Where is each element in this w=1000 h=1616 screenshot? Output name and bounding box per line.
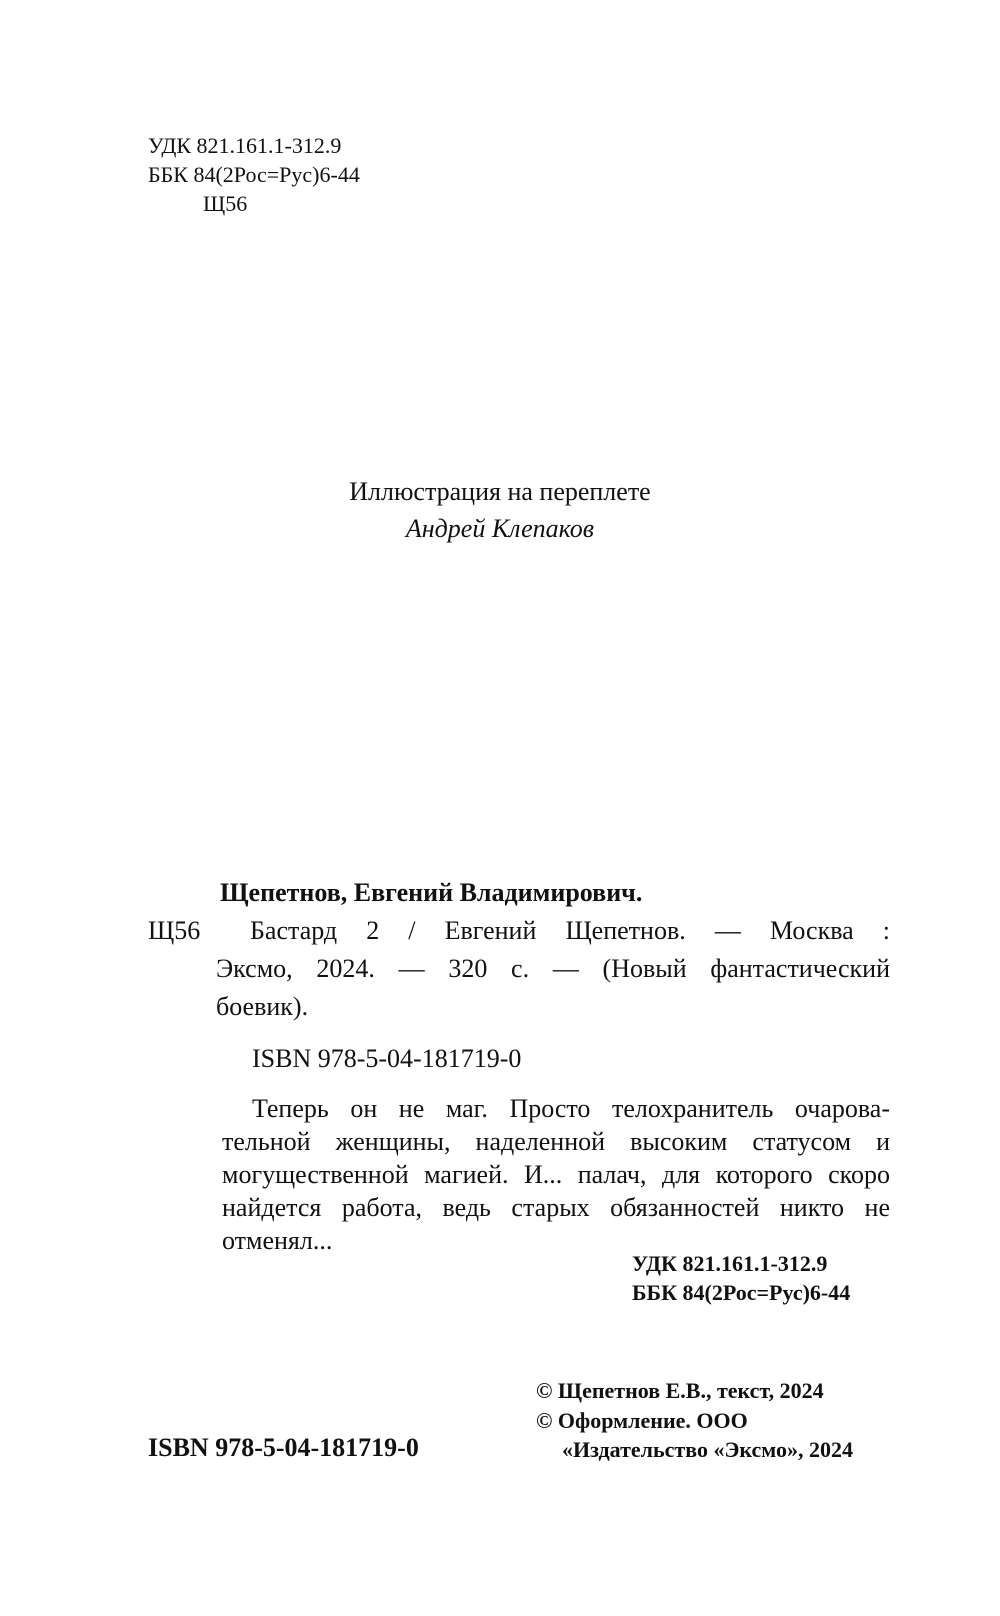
catalog-entry-line: Эксмо, 2024. — 320 с. — (Новый фантастический — [216, 954, 890, 983]
catalog-isbn: ISBN 978-5-04-181719-0 — [252, 1044, 522, 1073]
annotation-line: Теперь он не маг. Просто телохранитель очарова- — [252, 1094, 890, 1123]
illustration-artist: Андрей Клепаков — [405, 514, 595, 543]
annotation-line: отменял... — [222, 1226, 333, 1255]
copyright-line: © Оформление. ООО — [536, 1408, 748, 1433]
catalog-udk: УДК 821.161.1-312.9 — [632, 1251, 828, 1276]
header-bbk: ББК 84(2Рос=Рус)6-44 — [148, 162, 360, 187]
footer-isbn: ISBN 978-5-04-181719-0 — [148, 1433, 419, 1462]
copyright-line: © Щепетнов Е.В., текст, 2024 — [536, 1378, 824, 1403]
header-code: Щ56 — [203, 191, 248, 216]
illustration-label: Иллюстрация на переплете — [349, 477, 651, 506]
catalog-entry-line: Бастард 2 / Евгений Щепетнов. — Москва : — [250, 916, 890, 945]
catalog-author: Щепетнов, Евгений Владимирович. — [220, 878, 643, 907]
copyright-line: «Издательство «Эксмо», 2024 — [562, 1437, 853, 1462]
annotation-line: найдется работа, ведь старых обязанностей никто не — [222, 1193, 890, 1222]
header-udk: УДК 821.161.1-312.9 — [148, 133, 342, 158]
annotation-line: тельной женщины, наделенной высоким статусом и — [222, 1127, 890, 1156]
annotation-line: могущественной магией. И... палач, для которого скоро — [222, 1160, 890, 1189]
catalog-code: Щ56 — [148, 916, 201, 945]
catalog-entry-line: боевик). — [216, 992, 309, 1021]
catalog-bbk: ББК 84(2Рос=Рус)6-44 — [632, 1280, 851, 1305]
